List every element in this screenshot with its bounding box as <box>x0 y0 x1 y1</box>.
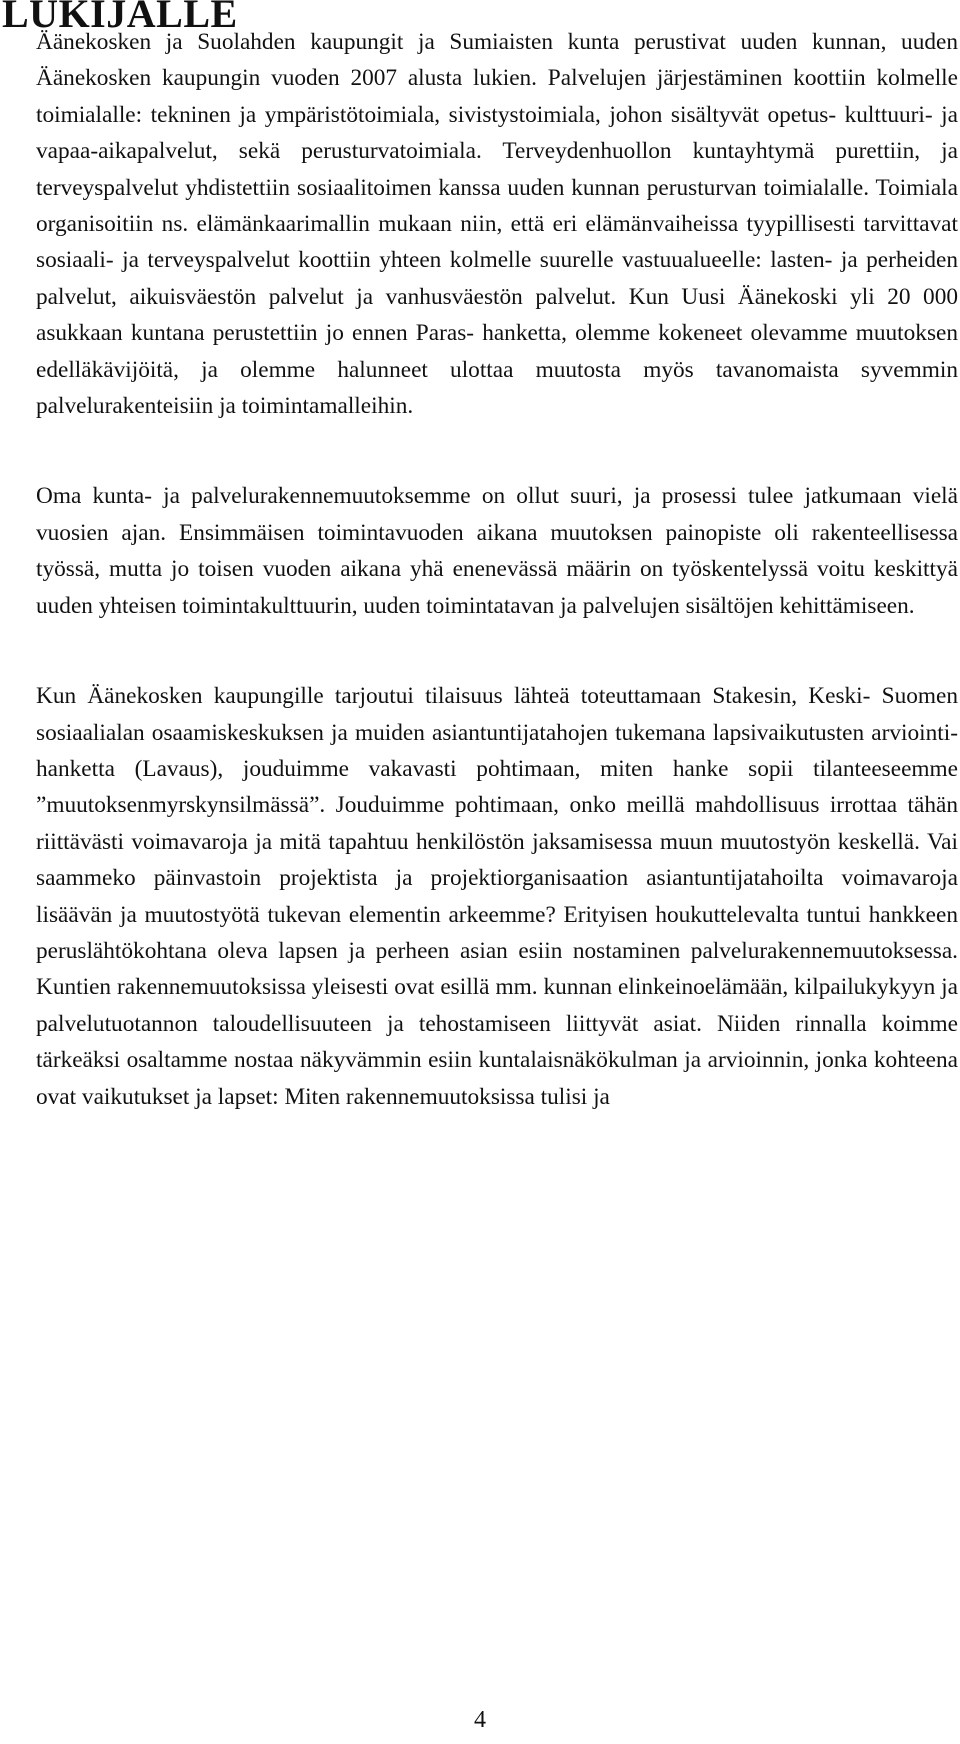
body-paragraph-3: Kun Äänekosken kaupungille tarjoutui tilaisuus lähteä toteuttamaan Stakesin, Keski- Suomen sosiaalialan osaamiskeskuksen ja muiden asiantuntijatahojen tukemana lapsivaikutusten arviointi- hanketta (Lavaus), jouduimme vakavasti pohtimaan, miten hanke sopii tilanteeseemme ”muutoksenmyrskynsilmässä”. Jouduimme pohtimaan, onko meillä mahdollisuus irrottaa tähän riittävästi voimavaroja ja mitä tapahtuu henkilöstön jaksamisessa muun muutostyön keskellä. Vai saammeko päinvastoin projektista ja projektiorganisaation asiantuntijatahoilta voimavaroja lisäävän ja muutostyötä tukevan elementin arkeemme? Erityisen houkuttelevalta tuntui hankkeen peruslähtökohtana oleva lapsen ja perheen asian esiin nostaminen palvelurakennemuutoksessa. Kuntien rakennemuutoksissa yleisesti ovat esillä mm. kunnan elinkeinoelämään, kilpailukykyyn ja palvelutuotannon taloudellisuuteen ja tehostamiseen liittyvät asiat. Niiden rinnalla koimme tärkeäksi osaltamme nostaa näkyvämmin esiin kuntalaisnäkökulman ja arvioinnin, jonka kohteena ovat vaikutukset ja lapset: Miten rakennemuutoksissa tulisi ja <box>36 683 958 1110</box>
page-number: 4 <box>474 1707 486 1733</box>
document-body <box>36 0 958 1115</box>
page-title: LUKIJALLE <box>2 0 238 36</box>
body-paragraph-1: Äänekosken ja Suolahden kaupungit ja Sumiaisten kunta perustivat uuden kunnan, uuden Äänekosken kaupungin vuoden 2007 alusta lukien. Palvelujen järjestäminen koottiin kolmelle toimialalle: tekninen ja ympäristötoimiala, sivistystoimiala, johon sisältyvät opetus- kulttuuri- ja vapaa-aikapalvelut, sekä perusturvatoimiala. Terveydenhuollon kuntayhtymä purettiin, ja terveyspalvelut yhdistettiin sosiaalitoimen kanssa uuden kunnan perusturvan toimialalle. Toimiala organisoitiin ns. elämänkaarimallin mukaan niin, että eri elämänvaiheissa tyypillisesti tarvittavat sosiaali- ja terveyspalvelut koottiin yhteen kolmelle suurelle vastuualueelle: lasten- ja perheiden palvelut, aikuisväestön palvelut ja vanhusväestön palvelut. Kun Uusi Äänekoski yli 20 000 asukkaan kuntana perustettiin jo ennen Paras- hanketta, olemme kokeneet olevamme muutoksen edelläkävijöitä, ja olemme halunneet ulottaa muutosta myös tavanomaista syvemmin palvelurakenteisiin ja toimintamalleihin. <box>36 29 958 420</box>
body-paragraph-2: Oma kunta- ja palvelurakennemuutoksemme on ollut suuri, ja prosessi tulee jatkumaan vielä vuosien ajan. Ensimmäisen toimintavuoden aikana muutoksen painopiste oli rakenteellisessa työssä, mutta jo toisen vuoden aikana yhä enenevässä määrin on työskentelyssä voitu keskittyä uuden yhteisen toimintakulttuurin, uuden toimintatavan ja palvelujen sisältöjen kehittämiseen. <box>36 483 958 619</box>
